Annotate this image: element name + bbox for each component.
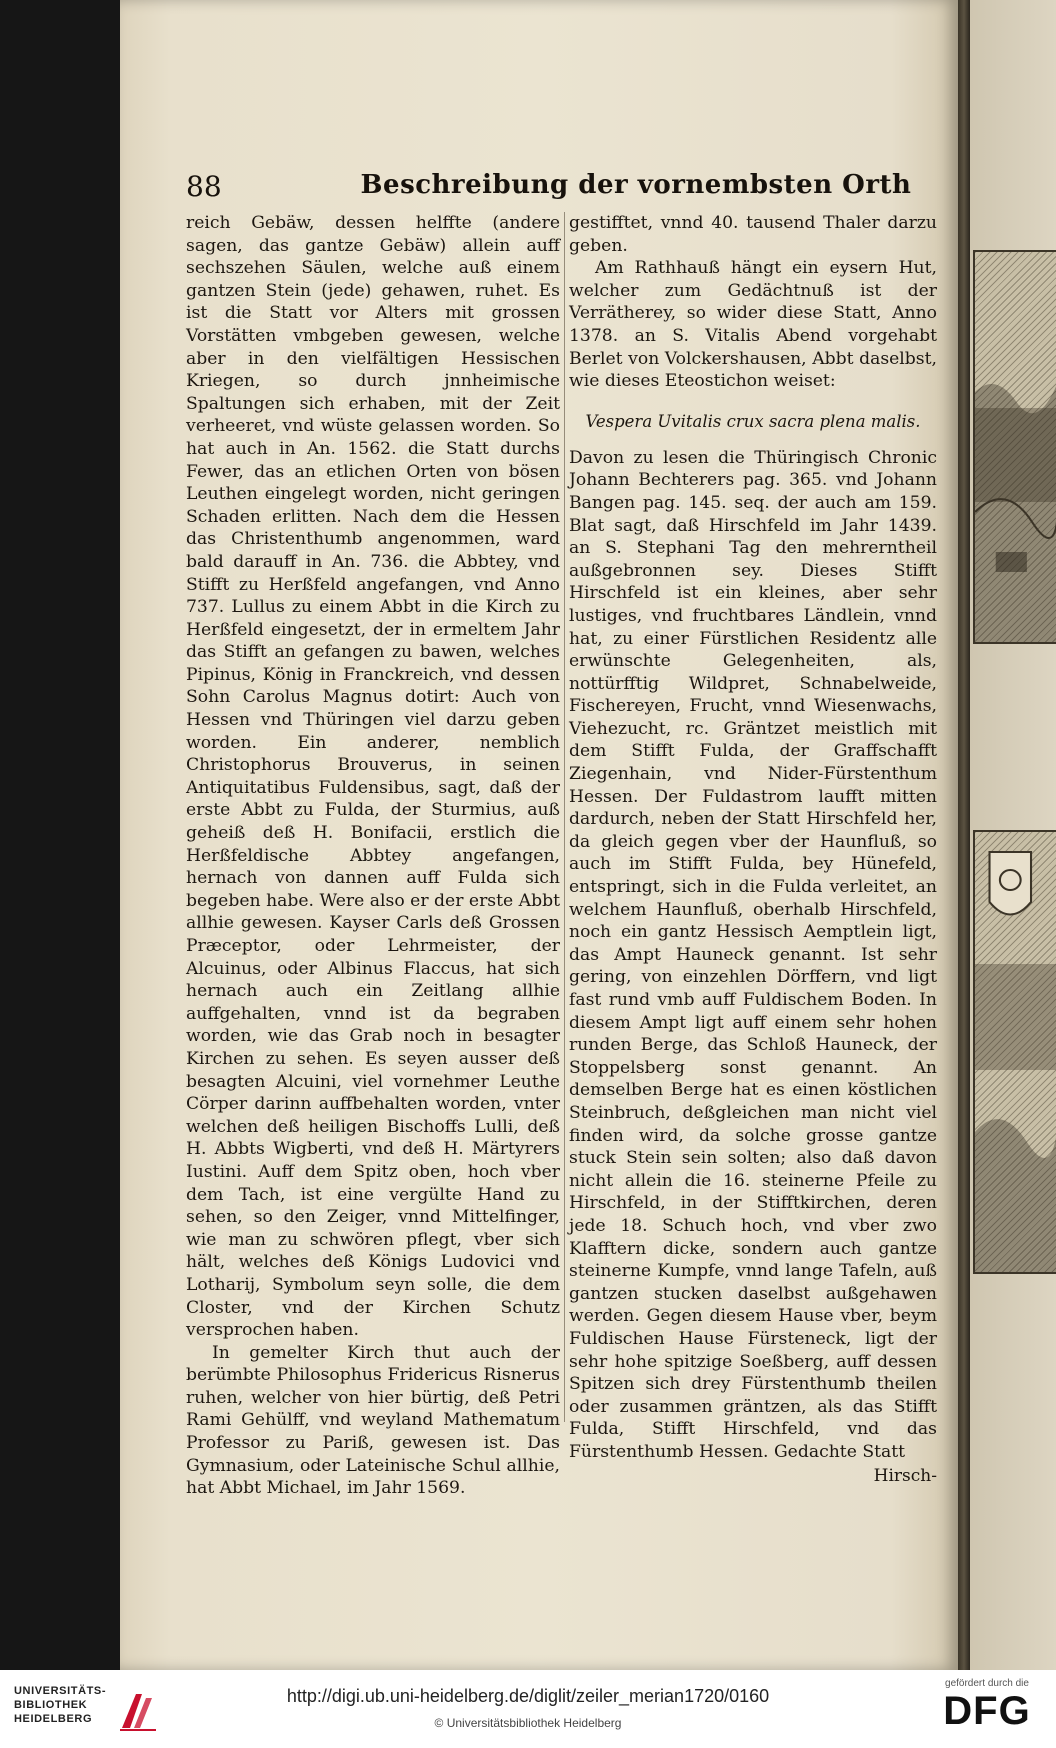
engraving-plate-top [973, 250, 1056, 644]
book-gutter [958, 0, 970, 1670]
library-name-line: HEIDELBERG [14, 1713, 93, 1725]
right-paragraph: Davon zu lesen die Thüringisch Chronic Johann Bechterers pag. 365. vnd Johann Bangen pag. 145. seq. der auch am 159. Blat sagt, daß Hirschfeld im Jahr 1439. an S. Stephani Tag den mehrerntheil außgebronnen sey. Dieses Stifft Hirschfeld ist ein kleines, aber sehr lustiges, vnd fruchtbares Ländlein, vnnd hat, zu einer Fürstlichen Residentz alle erwünschte Gelegenheiten, als, nottürfftig Wildpret, Schnabelweide, Fischereyen, Frucht, vnnd Wiesenwachs, Viehezucht, rc. Gräntzet meistlich mit dem Stifft Fulda, der Graffschafft Ziegenhain, vnd Nider-Fürstenthum Hessen. Der Fuldastrom laufft mitten dardurch, neben der Statt Hirschfeld her, da gleich gegen vber der Haunfluß, so auch im Stifft Fulda, bey Hünefeld, entspringt, sich in die Fulda verleitet, an welchem Haunfluß, oberhalb Hirschfeld, noch ein gantz Hessisch Aemptlein ligt, das Ampt Hauneck genannt. Ist sehr gering, von einzehlen Dörffern, vnd ligt fast rund vmb auff Fuldischem Boden. In diesem Ampt ligt auff einem sehr hohen runden Berge, das Schloß Hauneck, der Stoppelsberg sonst genannt. An demselben Berge hat es einen köstlichen Steinbruch, deßgleichen man nicht viel finden wird, da solche grosse gantze stuck Stein sein solten; also daß davon nicht allein die 16. steinerne Pfeile zu Hirschfeld, in der Stifftkirchen, deren jede 18. Schuch hoch, vnd vber zwo Klafftern dicke, sondern auch gantze steinerne Kumpfe, vnnd lange Tafeln, auß gantzen stucken daselbst außgehawen werden. Gegen diesem Hause vber, beym Fuldischen Hause Fürsteneck, ligt der sehr hohe spitzige Soeßberg, auff dessen Spitzen sich drey Fürstenthumb theilen oder zusammen gräntzen, als das Stifft Fulda, Stifft Hirschfeld, vnd das Fürstenthumb Hessen. Gedachte Statt [569, 447, 937, 1462]
landscape-engraving-icon [975, 252, 1056, 642]
page-header [186, 170, 946, 210]
footer-bar [0, 1670, 1056, 1748]
right-paragraph: gestifftet, vnnd 40. tausend Thaler darzu geben. [569, 213, 937, 256]
right-paragraph: Am Rathhauß hängt ein eysern Hut, welcher zum Gedächtnuß ist der Verrätherey, so wider diese Statt, Anno 1378. an S. Vitalis Abend vorgehabt Berlet von Volckershausen, Abbt daselbst, wie dieses Eteostichon weiset: [569, 258, 937, 392]
left-paragraph: In gemelter Kirch thut auch der berümbte Philosophus Fridericus Risnerus ruhen, welcher von hier bürtig, deß Petri Rami Gehülff, vnd weyland Mathematum Professor zu Pariß, gewesen ist. Das Gymnasium, oder Lateinische Schul allhie, hat Abbt Michael, im Jahr 1569. [186, 1342, 560, 1499]
funded-by-label: gefördert durch die [945, 1678, 1029, 1689]
library-name-line: UNIVERSITÄTS- [14, 1685, 107, 1697]
column-divider [564, 212, 565, 1422]
coat-of-arms-icon [975, 832, 1056, 1272]
running-title: Beschreibung der vornembsten Orth [360, 170, 912, 200]
funder-block[interactable] [932, 1678, 1042, 1733]
left-paragraph: reich Gebäw, dessen helffte (andere sagen, das gantze Gebäw) allein auff sechszehen Säulen, welche auß einem gantzen Stein (jede) gehawen, ruhet. Es ist die Statt vor Alters mit grossen Vorstätten vmbgeben gewesen, welche aber in den vielfältigen Hessischen Kriegen, so durch jnnheimische Spaltungen sich erhaben, mit der Zeit verheeret, vnd wüste gelassen worden. So hat auch in An. 1562. die Statt durchs Fewer, das an etlichen Orten von bösen Leuthen eingelegt worden, nicht geringen Schaden erlitten. Nach dem die Hessen das Christenthumb angenommen, ward bald darauff in An. 736. die Abbtey, vnd Stifft zu Herßfeld angefangen, vnd Anno 737. Lullus zu einem Abbt in die Kirch zu Herßfeld eingesetzt, der in ermeltem Jahr das Stifft an gefangen zu bawen, welches Pipinus, König in Franckreich, vnd dessen Sohn Carolus Magnus dotirt: Auch von Hessen vnd Thüringen viel darzu geben worden. Ein anderer, nemblich Christophorus Brouverus, in seinen Antiquitatibus Fuldensibus, sagt, daß der erste Abbt zu Fulda, der Sturmius, auß geheiß deß H. Bonifacii, erstlich die Herßfeldische Abbtey angefangen, hernach von dannen auff Fulda sich begeben habe. Were also er der erste Abbt allhie gewesen. Kayser Carls deß Grossen Præceptor, oder Lehrmeister, der Alcuinus, oder Albinus Flaccus, hat sich hernach auch ein Zeitlang allhie auffgehalten, vnnd ist da begraben worden, wie das Grab noch in besagter Kirchen zu sehen. Es seyen ausser deß besagten Alcuini, viel vornehmer Leuthe Cörper darinn auffbehalten worden, vnter welchen deß heiligen Bischoffs Lulli, deß H. Abbts Wigberti, vnd deß H. Märtyrers Iustini. Auff dem Spitz oben, hoch vber dem Tach, ist eine vergülte Hand zu sehen, so den Zeiger, vnnd Mittelfinger, wie man zu schwören pflegt, vber sich hält, welches deß Königs Ludovici vnd Lotharij, Symbolum seyn solle, die dem Closter, vnd der Kirchen Schutz versprochen haben. [186, 213, 560, 1341]
page-number: 88 [186, 170, 222, 203]
left-text-column [186, 212, 560, 1500]
right-text-column [569, 212, 937, 1488]
permalink-url[interactable]: http://digi.ub.uni-heidelberg.de/diglit/zeiler_merian1720/0160 [286, 1686, 770, 1706]
engraving-plate-bottom [973, 830, 1056, 1274]
dfg-logo: DFG [943, 1689, 1031, 1733]
library-name-line: BIBLIOTHEK [14, 1699, 88, 1711]
catchword: Hirsch- [873, 1466, 937, 1487]
latin-verse: Vespera Uvitalis crux sacra plena malis. [585, 411, 921, 431]
adjacent-page-with-engravings [970, 0, 1056, 1670]
copyright-notice: © Universitätsbibliothek Heidelberg [434, 1716, 622, 1730]
